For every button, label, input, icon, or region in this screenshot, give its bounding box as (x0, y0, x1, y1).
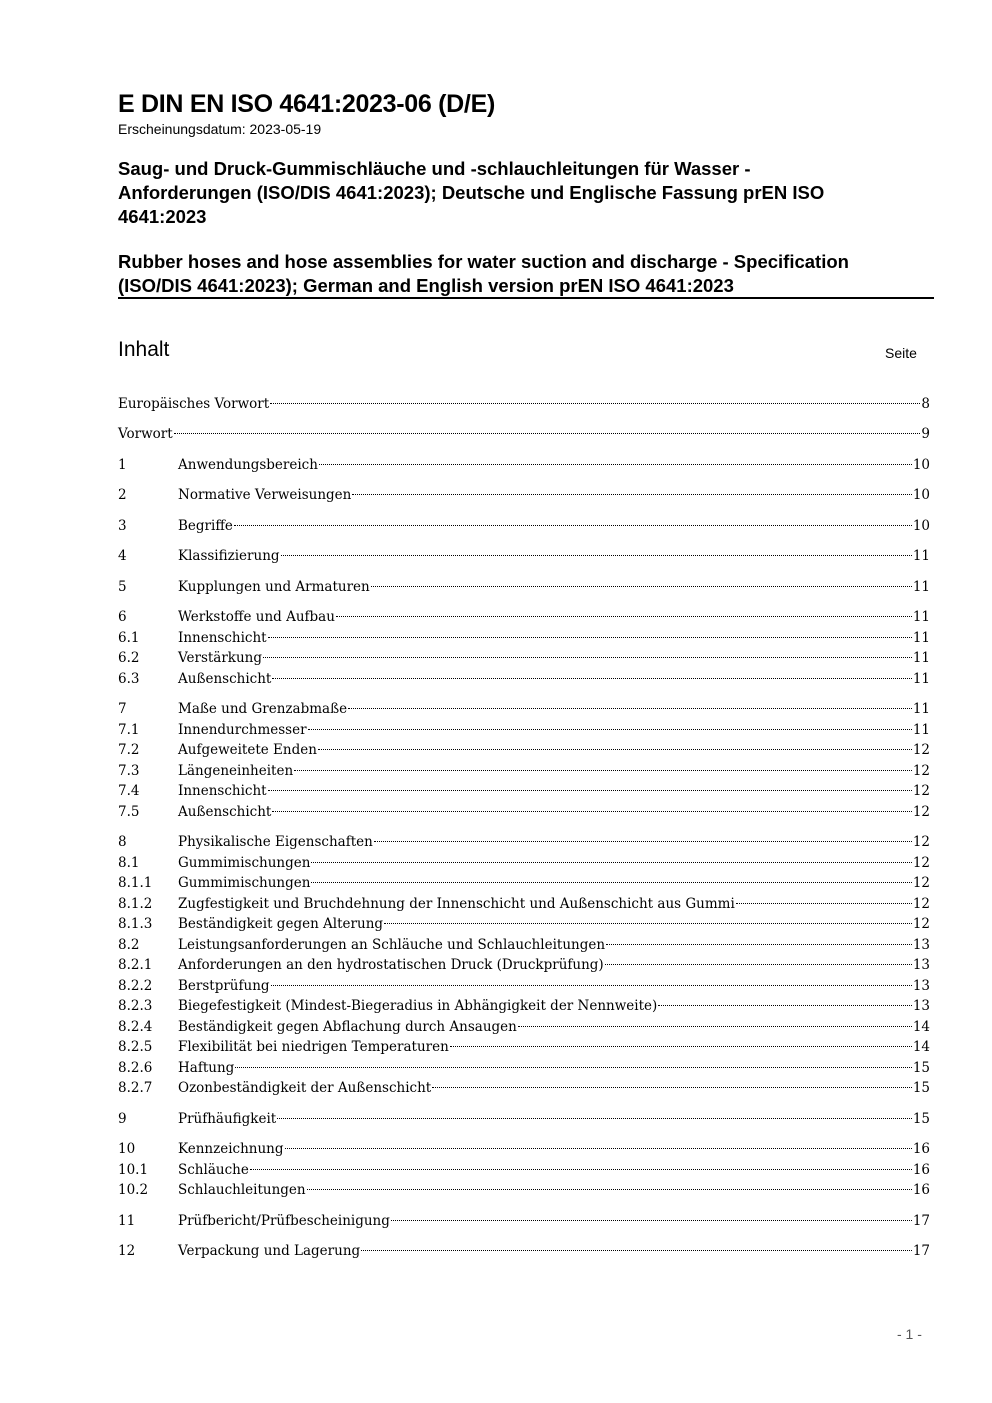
title-german-line: Saug- und Druck-Gummischläuche und -schlauchleitungen für Wasser - (118, 158, 751, 179)
toc-dot-leader (352, 494, 911, 495)
toc-entry-title: Klassifizierung (178, 548, 280, 564)
publication-date: Erscheinungsdatum: 2023-05-19 (118, 121, 322, 137)
toc-entry-title: Begriffe (178, 518, 233, 534)
toc-entry-title: Beständigkeit gegen Abflachung durch Ansaugen (178, 1019, 517, 1035)
toc-entry-page: 12 (912, 834, 930, 850)
toc-entry-number: 10 (118, 1141, 136, 1157)
toc-dot-leader (308, 729, 912, 730)
toc-entry[interactable] (118, 1037, 930, 1057)
toc-entry[interactable] (118, 832, 930, 852)
toc-entry-page: 11 (912, 630, 930, 646)
toc-entry-title: Leistungsanforderungen an Schläuche und Schlauchleitungen (178, 937, 606, 953)
toc-dot-leader (318, 749, 912, 750)
toc-entry-page: 11 (912, 548, 930, 564)
toc-entry-title: Innenschicht (178, 630, 267, 646)
toc-entry-title: Prüfbericht/Prüfbescheinigung (178, 1213, 390, 1229)
toc-entry-number: 8.2.3 (118, 998, 153, 1014)
toc-dot-leader (606, 944, 912, 945)
title-german-line: 4641:2023 (118, 206, 207, 227)
toc-entry[interactable] (118, 914, 930, 934)
toc-entry-number: 5 (118, 579, 127, 595)
toc-heading: Inhalt (118, 338, 170, 361)
toc-entry-page: 12 (912, 783, 930, 799)
toc-entry-title: Berstprüfung (178, 978, 270, 994)
toc-entry-title: Kupplungen und Armaturen (178, 579, 370, 595)
toc-dot-leader (518, 1026, 912, 1027)
toc-dot-leader (307, 1189, 912, 1190)
toc-entry-page: 13 (912, 957, 930, 973)
toc-entry[interactable] (118, 516, 930, 536)
toc-entry-title: Biegefestigkeit (Mindest-Biegeradius in Abhängigkeit der Nennweite) (178, 998, 658, 1014)
toc-entry-title: Innendurchmesser (178, 722, 307, 738)
toc-entry-title: Werkstoffe und Aufbau (178, 609, 335, 625)
toc-entry-number: 7.4 (118, 783, 140, 799)
toc-entry-page: 11 (912, 701, 930, 717)
toc-entry[interactable] (118, 1078, 930, 1098)
toc-dot-leader (285, 1148, 912, 1149)
toc-dot-leader (361, 1250, 912, 1251)
toc-entry[interactable] (118, 1017, 930, 1037)
toc-entry[interactable] (118, 485, 930, 505)
toc-entry-number: 8.1.3 (118, 916, 153, 932)
toc-entry-title: Anforderungen an den hydrostatischen Druck (Druckprüfung) (178, 957, 604, 973)
toc-entry[interactable] (118, 935, 930, 955)
toc-entry-page: 17 (912, 1213, 930, 1229)
toc-dot-leader (234, 525, 912, 526)
toc-entry[interactable] (118, 455, 930, 475)
toc-entry[interactable] (118, 894, 930, 914)
toc-entry-title: Zugfestigkeit und Bruchdehnung der Innenschicht und Außenschicht aus Gummi (178, 896, 735, 912)
toc-entry-title: Gummimischungen (178, 875, 311, 891)
toc-entry-number: 8.1 (118, 855, 140, 871)
toc-entry-number: 7 (118, 701, 127, 717)
title-german-line: Anforderungen (ISO/DIS 4641:2023); Deutsche und Englische Fassung prEN ISO (118, 182, 825, 203)
toc-entry-page: 10 (912, 518, 930, 534)
toc-entry[interactable] (118, 1109, 930, 1129)
toc-entry-title: Vorwort (118, 426, 173, 442)
toc-entry-page: 12 (912, 742, 930, 758)
toc-entry[interactable] (118, 699, 930, 719)
toc-dot-leader (450, 1046, 912, 1047)
toc-entry-number: 8.2.1 (118, 957, 153, 973)
toc-dot-leader (294, 770, 912, 771)
toc-dot-leader (270, 403, 920, 404)
toc-entry-page: 11 (912, 579, 930, 595)
toc-dot-leader (235, 1067, 912, 1068)
toc-entry-page: 10 (912, 487, 930, 503)
toc-entry[interactable] (118, 996, 930, 1016)
toc-entry[interactable] (118, 394, 930, 414)
toc-entry-page: 12 (912, 855, 930, 871)
toc-dot-leader (250, 1169, 912, 1170)
toc-entry-title: Prüfhäufigkeit (178, 1111, 277, 1127)
toc-dot-leader (384, 923, 912, 924)
toc-entry[interactable] (118, 1241, 930, 1261)
title-divider (118, 297, 934, 299)
toc-entry-title: Normative Verweisungen (178, 487, 352, 503)
toc-dot-leader (272, 811, 911, 812)
toc-entry-title: Aufgeweitete Enden (178, 742, 317, 758)
toc-dot-leader (348, 708, 912, 709)
toc-entry-title: Schlauchleitungen (178, 1182, 306, 1198)
toc-entry[interactable] (118, 740, 930, 760)
toc-entry-page: 13 (912, 998, 930, 1014)
toc-entry-page: 14 (912, 1039, 930, 1055)
toc-entry-page: 11 (912, 671, 930, 687)
toc-dot-leader (311, 862, 911, 863)
toc-entry-number: 7.5 (118, 804, 140, 820)
toc-entry-title: Außenschicht (178, 671, 272, 687)
toc-entry-page: 14 (912, 1019, 930, 1035)
title-german (118, 157, 918, 229)
title-english-line: (ISO/DIS 4641:2023); German and English version prEN ISO 4641:2023 (118, 275, 734, 296)
toc-entry[interactable] (118, 802, 930, 822)
toc-entry-page: 16 (912, 1162, 930, 1178)
toc-entry-number: 8.1.2 (118, 896, 153, 912)
toc-entry[interactable] (118, 955, 930, 975)
toc-entry[interactable] (118, 628, 930, 648)
toc-entry-number: 8.1.1 (118, 875, 153, 891)
toc-entry-title: Verpackung und Lagerung (178, 1243, 361, 1259)
toc-entry[interactable] (118, 424, 930, 444)
toc-entry-number: 7.1 (118, 722, 140, 738)
toc-entry[interactable] (118, 781, 930, 801)
toc-entry-page: 15 (912, 1111, 930, 1127)
toc-dot-leader (605, 964, 912, 965)
toc-entry-number: 9 (118, 1111, 127, 1127)
toc-entry-number: 8.2 (118, 937, 140, 953)
toc-entry-number: 11 (118, 1213, 136, 1229)
toc-entry-number: 10.2 (118, 1182, 149, 1198)
toc-entry-page: 10 (912, 457, 930, 473)
toc-dot-leader (371, 586, 912, 587)
toc-entry-page: 12 (912, 916, 930, 932)
toc-entry-number: 8.2.2 (118, 978, 153, 994)
toc-entry-number: 10.1 (118, 1162, 149, 1178)
toc-entry[interactable] (118, 1139, 930, 1159)
page-number: - 1 - (897, 1326, 922, 1342)
toc-entry[interactable] (118, 1058, 930, 1078)
toc-dot-leader (272, 678, 911, 679)
toc-entry-page: 13 (912, 937, 930, 953)
toc-dot-leader (391, 1220, 912, 1221)
toc-entry-page: 8 (921, 396, 930, 412)
toc-page-column-label: Seite (885, 345, 917, 361)
toc-entry-page: 16 (912, 1182, 930, 1198)
toc-dot-leader (263, 657, 912, 658)
toc-entry-title: Längeneinheiten (178, 763, 294, 779)
toc-entry-page: 12 (912, 875, 930, 891)
toc-entry-title: Gummimischungen (178, 855, 311, 871)
toc-entry[interactable] (118, 873, 930, 893)
toc-dot-leader (268, 637, 912, 638)
toc-entry-page: 13 (912, 978, 930, 994)
toc-entry-title: Anwendungsbereich (178, 457, 318, 473)
title-english-line: Rubber hoses and hose assemblies for water suction and discharge - Specification (118, 251, 849, 272)
toc-entry-number: 6.1 (118, 630, 140, 646)
toc-entry-number: 6 (118, 609, 127, 625)
toc-entry-page: 11 (912, 722, 930, 738)
toc-entry-title: Europäisches Vorwort (118, 396, 270, 412)
toc-dot-leader (268, 790, 912, 791)
toc-entry[interactable] (118, 1160, 930, 1180)
toc-dot-leader (736, 903, 912, 904)
toc-entry-number: 4 (118, 548, 127, 564)
toc-entry-number: 6.2 (118, 650, 140, 666)
toc-entry-number: 8 (118, 834, 127, 850)
toc-dot-leader (271, 985, 912, 986)
toc-entry-number: 2 (118, 487, 127, 503)
toc-entry-number: 6.3 (118, 671, 140, 687)
toc-dot-leader (658, 1005, 912, 1006)
toc-entry-title: Haftung (178, 1060, 235, 1076)
toc-entry-title: Schläuche (178, 1162, 249, 1178)
toc-dot-leader (311, 882, 911, 883)
toc-entry-page: 16 (912, 1141, 930, 1157)
toc-entry[interactable] (118, 577, 930, 597)
toc-dot-leader (374, 841, 912, 842)
toc-entry-number: 8.2.4 (118, 1019, 153, 1035)
toc-dot-leader (336, 616, 912, 617)
toc-dot-leader (319, 464, 912, 465)
toc-entry-title: Physikalische Eigenschaften (178, 834, 373, 850)
toc-entry[interactable] (118, 546, 930, 566)
toc-dot-leader (174, 433, 921, 434)
toc-entry-title: Verstärkung (178, 650, 263, 666)
toc-entry-page: 12 (912, 763, 930, 779)
toc-entry-page: 11 (912, 650, 930, 666)
toc-entry[interactable] (118, 761, 930, 781)
toc-entry[interactable] (118, 607, 930, 627)
toc-dot-leader (432, 1087, 912, 1088)
toc-entry[interactable] (118, 648, 930, 668)
toc-entry-number: 7.2 (118, 742, 140, 758)
toc-entry-title: Innenschicht (178, 783, 267, 799)
toc-entry[interactable] (118, 976, 930, 996)
toc-entry-number: 7.3 (118, 763, 140, 779)
toc-entry-page: 15 (912, 1060, 930, 1076)
toc-entry[interactable] (118, 853, 930, 873)
toc-entry-number: 8.2.5 (118, 1039, 153, 1055)
toc-entry-title: Außenschicht (178, 804, 272, 820)
toc-entry[interactable] (118, 1180, 930, 1200)
toc-entry-page: 11 (912, 609, 930, 625)
toc-entry-page: 17 (912, 1243, 930, 1259)
toc-entry-title: Maße und Grenzabmaße (178, 701, 348, 717)
document-id: E DIN EN ISO 4641:2023-06 (D/E) (118, 90, 495, 118)
toc-entry[interactable] (118, 1211, 930, 1231)
toc-entry-title: Beständigkeit gegen Alterung (178, 916, 384, 932)
toc-entry-page: 12 (912, 804, 930, 820)
toc-entry-title: Ozonbeständigkeit der Außenschicht (178, 1080, 432, 1096)
toc-dot-leader (277, 1118, 912, 1119)
toc-entry-page: 9 (921, 426, 930, 442)
toc-entry-number: 12 (118, 1243, 136, 1259)
toc-entry-title: Flexibilität bei niedrigen Temperaturen (178, 1039, 449, 1055)
toc-entry-page: 12 (912, 896, 930, 912)
toc-entry[interactable] (118, 669, 930, 689)
toc-entry[interactable] (118, 720, 930, 740)
toc-entry-number: 1 (118, 457, 127, 473)
toc-entry-title: Kennzeichnung (178, 1141, 284, 1157)
toc-entry-number: 3 (118, 518, 127, 534)
toc-entry-number: 8.2.7 (118, 1080, 153, 1096)
title-english (118, 250, 933, 298)
toc-entry-page: 15 (912, 1080, 930, 1096)
toc-dot-leader (281, 555, 912, 556)
toc-entry-number: 8.2.6 (118, 1060, 153, 1076)
